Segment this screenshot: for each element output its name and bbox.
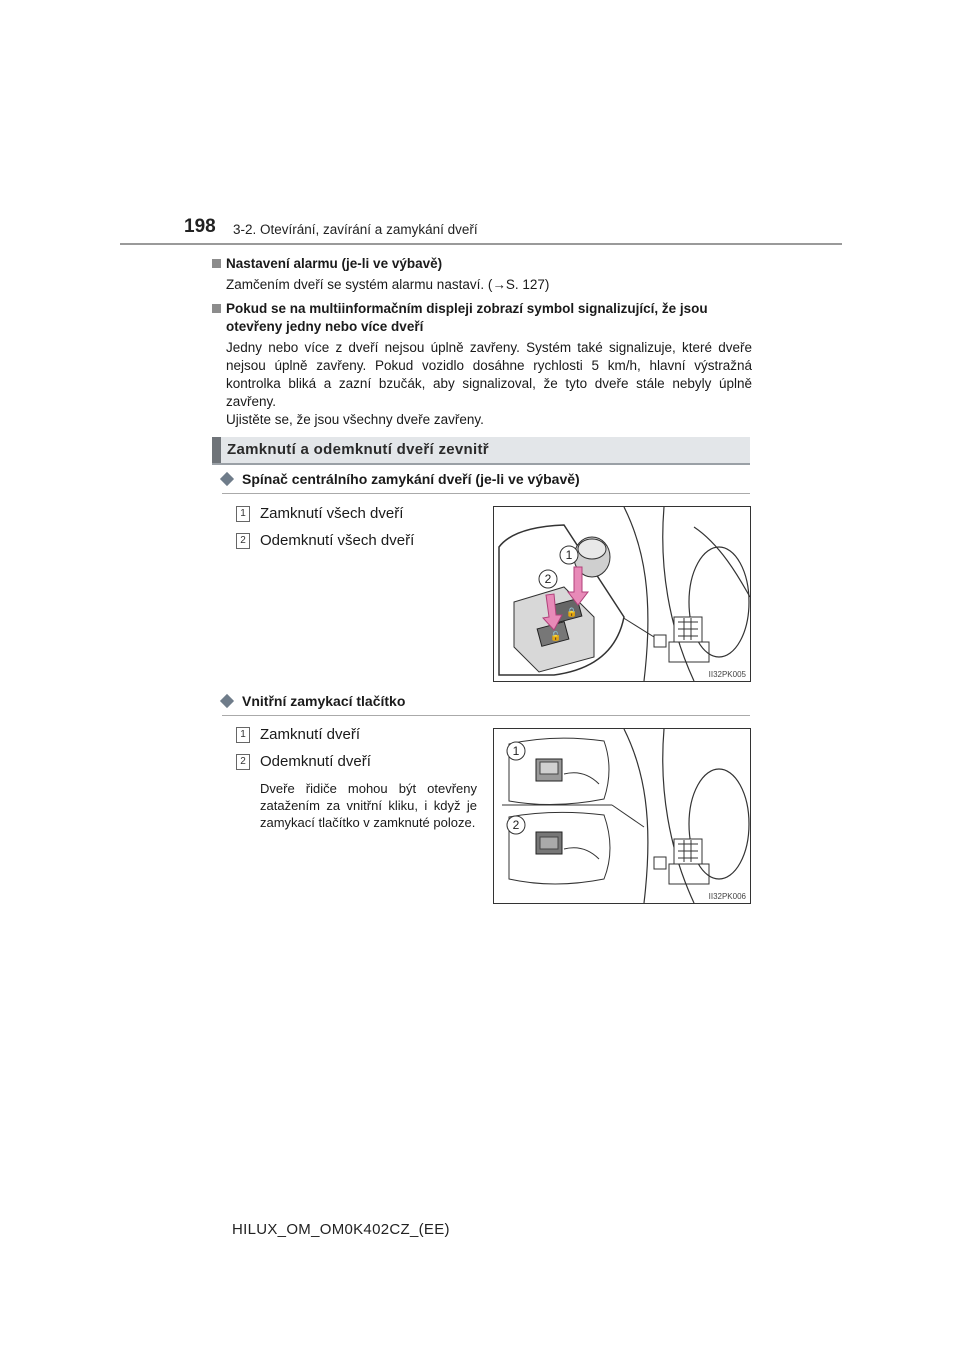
callout-1: 1	[565, 548, 573, 562]
inside-lock-illustration	[494, 729, 750, 903]
note-heading	[212, 255, 752, 273]
driver-door-note: Dveře řidiče mohou být otevřeny zatažením za vnitřní kliku, i když je zamykací tlačítko v zamknuté poloze.	[260, 781, 477, 830]
callout-2: 2	[512, 818, 520, 832]
section-banner	[212, 437, 750, 465]
subsection-title: Vnitřní zamykací tlačítko	[242, 693, 406, 709]
banner-title: Zamknutí a odemknutí dveří zevnitř	[227, 441, 489, 458]
note-heading	[212, 300, 752, 336]
document-code: HILUX_OM_OM0K402CZ_(EE)	[232, 1221, 450, 1238]
figure-central-lock-switch	[493, 506, 751, 682]
item-label: Odemknutí všech dveří	[260, 532, 415, 549]
item-number: 2	[236, 754, 250, 770]
item-number: 1	[236, 727, 250, 743]
header-rule	[120, 243, 842, 245]
subsection-heading	[222, 693, 405, 709]
diamond-bullet-icon	[220, 694, 234, 708]
note-door-open-symbol	[212, 300, 752, 429]
note-paragraph: Ujistěte se, že jsou všechny dveře zavřeny.	[226, 412, 484, 427]
page-number: 198	[184, 216, 216, 237]
subsection-heading	[222, 471, 580, 487]
list-item	[236, 726, 360, 743]
list-item	[236, 505, 403, 522]
diamond-bullet-icon	[220, 472, 234, 486]
section-title: 3-2. Otevírání, zavírání a zamykání dveří	[233, 222, 478, 237]
item-label: Zamknutí všech dveří	[260, 505, 404, 522]
figure-inside-lock-button	[493, 728, 751, 904]
list-item	[236, 753, 371, 770]
svg-text:🔒: 🔒	[566, 608, 578, 618]
note-heading-text: Pokud se na multiinformačním displeji zobrazí symbol signalizující, že jsou otevřeny jedny nebo více dveří	[226, 301, 708, 334]
svg-text:🔓: 🔓	[550, 632, 562, 642]
subsection-rule	[222, 493, 750, 494]
figure-code: II32PK005	[708, 670, 746, 679]
callout-2: 2	[544, 572, 552, 586]
square-bullet-icon	[212, 304, 221, 313]
item-number: 2	[236, 533, 250, 549]
item-number: 1	[236, 506, 250, 522]
subsection-rule	[222, 715, 750, 716]
figure-code: II32PK006	[708, 892, 746, 901]
note-heading-text: Nastavení alarmu (je-li ve výbavě)	[226, 256, 443, 271]
callout-1: 1	[512, 744, 520, 758]
subsection-title: Spínač centrálního zamykání dveří (je-li ve výbavě)	[242, 471, 580, 487]
banner-accent-bar	[212, 437, 221, 463]
note-alarm	[212, 255, 752, 294]
note-paragraph: Jedny nebo více z dveří nejsou úplně zavřeny. Systém také signalizuje, které dveře nejsou úplně zavřeny. Pokud vozidlo dosáhne rychlosti 5 km/h, hlavní výstražná kontrolka bliká a zazní bzučák, aby signalizoval, že tyto dveře stále nebyly úplně zavřeny.	[226, 340, 752, 409]
item-label: Odemknutí dveří	[260, 753, 371, 770]
list-item	[236, 532, 414, 549]
note-body	[212, 276, 752, 294]
item-label: Zamknutí dveří	[260, 726, 361, 743]
central-lock-illustration	[494, 507, 750, 681]
note-paragraph: Zamčením dveří se systém alarmu nastaví. (→S. 127)	[226, 277, 550, 292]
note-body	[212, 339, 752, 429]
square-bullet-icon	[212, 259, 221, 268]
